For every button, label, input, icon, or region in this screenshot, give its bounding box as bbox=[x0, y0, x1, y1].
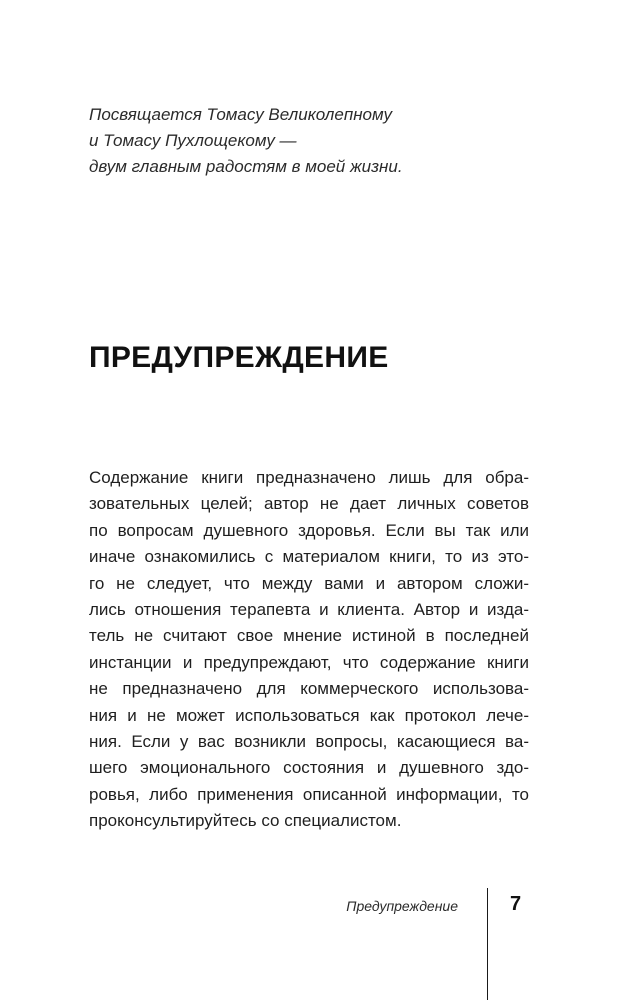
dedication bbox=[89, 102, 549, 180]
paragraph-line: ния и не может использоваться как протокол лече- bbox=[89, 705, 529, 725]
paragraph-line: по вопросам душевного здоровья. Если вы так или bbox=[89, 520, 529, 540]
paragraph-line: инстанции и предупреждают, что содержание книги bbox=[89, 652, 529, 672]
warning-paragraph bbox=[89, 465, 529, 835]
paragraph-line: лись отношения терапевта и клиента. Автор и изда- bbox=[89, 600, 529, 620]
paragraph-line: Содержание книги предназначено лишь для обра- bbox=[89, 468, 529, 487]
running-title: Предупреждение bbox=[346, 898, 458, 914]
section-heading: ПРЕДУПРЕЖДЕНИЕ bbox=[89, 341, 389, 374]
paragraph-line: иначе ознакомились с материалом книги, то из это- bbox=[89, 547, 529, 567]
paragraph-line: не предназначено для коммерческого использова- bbox=[89, 679, 529, 699]
dedication-line: Посвящается Томасу Великолепному bbox=[89, 105, 392, 124]
page-number: 7 bbox=[510, 893, 522, 915]
paragraph-line: зовательных целей; автор не дает личных советов bbox=[89, 494, 529, 514]
footer-divider bbox=[487, 888, 488, 1000]
dedication-line: и Томасу Пухлощекому — bbox=[89, 131, 297, 150]
paragraph-line: проконсультируйтесь со специалистом. bbox=[89, 811, 402, 831]
paragraph-line: го не следует, что между вами и автором сложи- bbox=[89, 573, 529, 593]
paragraph-line: тель не считают свое мнение истиной в последней bbox=[89, 626, 529, 646]
paragraph-line: шего эмоционального состояния и душевного здо- bbox=[89, 758, 529, 778]
paragraph-line: ния. Если у вас возникли вопросы, касающиеся ва- bbox=[89, 732, 529, 752]
dedication-line: двум главным радостям в моей жизни. bbox=[89, 157, 403, 176]
paragraph-line: ровья, либо применения описанной информации, то bbox=[89, 784, 529, 804]
